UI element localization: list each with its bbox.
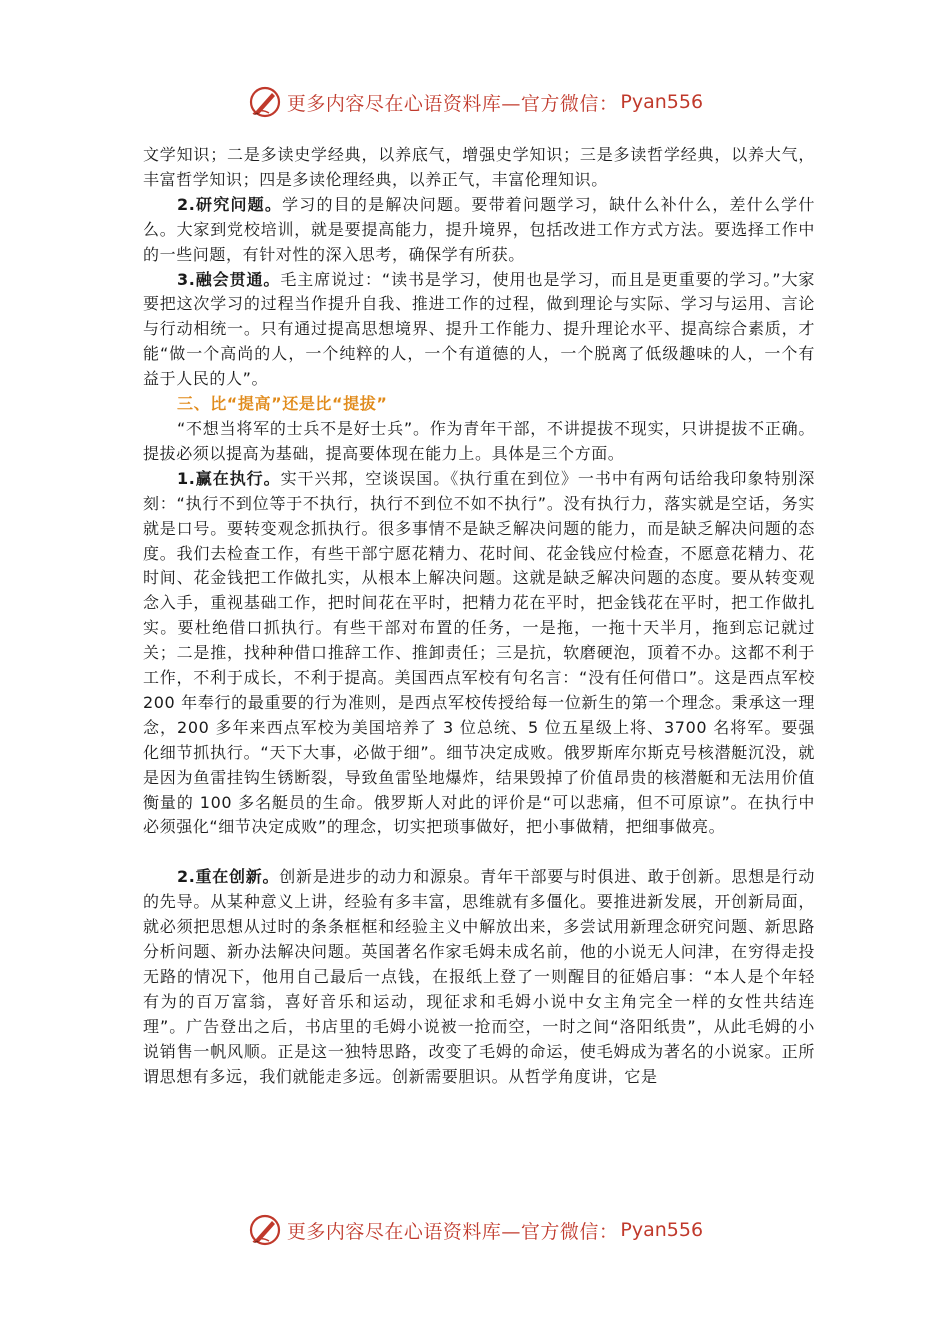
paragraph <box>143 193 815 268</box>
paragraph-body: 创新是进步的动力和源泉。青年干部要与时俱进、敢于创新。思想是行动的先导。从某种意义上讲，经验有多丰富，思维就有多僵化。要推进新发展，开创新局面，就必须把思想从过时的条条框框和经验主义中解放出来，多尝试用新理念研究问题、新思路分析问题、新办法解决问题。英国著名作家毛姆未成名前，他的小说无人问津，在穷得走投无路的情况下，他用自己最后一点钱，在报纸上登了一则醒目的征婚启事：“本人是个年轻有为的百万富翁，喜好音乐和运动，现征求和毛姆小说中女主角完全一样的女性共结连理”。广告登出之后，书店里的毛姆小说被一抢而空，一时之间“洛阳纸贵”，从此毛姆的小说销售一帆风顺。正是这一独特思路，改变了毛姆的命运，使毛姆成为著名的小说家。正所谓思想有多远，我们就能走多远。创新需要胆识。从哲学角度讲，它是 <box>143 867 816 1086</box>
section-heading: 三、比“提高”还是比“提拔” <box>177 394 388 414</box>
paragraph: 文学知识；二是多读史学经典，以养底气，增强史学知识；三是多读哲学经典，以养大气，丰富哲学知识；四是多读伦理经典，以养正气，丰富伦理知识。 <box>143 145 815 189</box>
paragraph-title: 3.融会贯通。 <box>177 269 281 289</box>
paragraph <box>143 467 815 841</box>
watermark-header <box>0 82 950 122</box>
paragraph <box>143 865 815 1089</box>
pen-logo-icon <box>247 84 283 120</box>
paragraph-gap <box>143 840 815 865</box>
watermark-id: Pyan556 <box>620 91 704 113</box>
paragraph-body: 实干兴邦，空谈误国。《执行重在到位》一书中有两句话给我印象特别深刻：“执行不到位等于不执行，执行不到位不如不执行”。没有执行力，落实就是空话，务实就是口号。要转变观念抓执行。很多事情不是缺乏解决问题的能力，而是缺乏解决问题的态度。我们去检查工作，有些干部宁愿花精力、花时间、花金钱应付检查，不愿意花精力、花时间、花金钱把工作做扎实，从根本上解决问题。这就是缺乏解决问题的态度。要从转变观念入手，重视基础工作，把时间花在平时，把精力花在平时，把金钱花在平时，把工作做扎实。要杜绝借口抓执行。有些干部对布置的任务，一是拖，一拖十天半月，拖到忘记就过关；二是推，找种种借口推辞工作、推卸责任；三是抗，软磨硬泡，顶着不办。这都不利于工作，不利于成长，不利于提高。美国西点军校有句名言：“没有任何借口”。这是西点军校 200 年奉行的最重要的行为准则，是西点军校传授给每一位新生的第一个理念。秉承这一理念，200 多年来西点军校为美国培养了 3 位总统、5 位五星级上将、3700 名将军。要强化细节抓执行。“天下大事，必做于细”。细节决定成败。俄罗斯库尔斯克号核潜艇沉没，就是因为鱼雷挂钩生锈断裂，导致鱼雷坠地爆炸，结果毁掉了价值昂贵的核潜艇和无法用价值衡量的 100 多名艇员的生命。俄罗斯人对此的评价是“可以悲痛，但不可原谅”。在执行中必须强化“细节决定成败”的理念，切实把琐事做好，把小事做精，把细事做亮。 <box>143 468 816 837</box>
paragraph-title: 1.赢在执行。 <box>177 468 281 488</box>
watermark-text: 更多内容尽在心语资料库—官方微信： <box>286 1220 619 1243</box>
pen-logo-icon <box>247 1212 283 1248</box>
paragraph-body: 毛主席说过：“读书是学习，使用也是学习，而且是更重要的学习。”大家要把这次学习的过程当作提升自我、推进工作的过程，做到理论与实际、学习与运用、言论与行动相统一。只有通过提高思想境界、提升工作能力、提升理论水平、提高综合素质，才能“做一个高尚的人，一个纯粹的人，一个有道德的人，一个脱离了低级趣味的人，一个有益于人民的人”。 <box>143 269 815 389</box>
paragraph-body: 学习的目的是解决问题。要带着问题学习，缺什么补什么，差什么学什么。大家到党校培训，就是要提高能力，提升境界，包括改进工作方式方法。要选择工作中的一些问题，有针对性的深入思考，确保学有所获。 <box>143 194 815 264</box>
paragraph: “不想当将军的士兵不是好士兵”。作为青年干部，不讲提拔不现实，只讲提拔不正确。提拔必须以提高为基础，提高要体现在能力上。具体是三个方面。 <box>143 418 815 463</box>
watermark-footer <box>0 1210 950 1250</box>
paragraph-title: 2.重在创新。 <box>177 867 280 887</box>
watermark-text: 更多内容尽在心语资料库—官方微信： <box>286 92 619 115</box>
document-body <box>143 143 815 1090</box>
watermark-id: Pyan556 <box>620 1219 704 1241</box>
paragraph <box>143 268 815 393</box>
paragraph-title: 2.研究问题。 <box>177 194 283 214</box>
